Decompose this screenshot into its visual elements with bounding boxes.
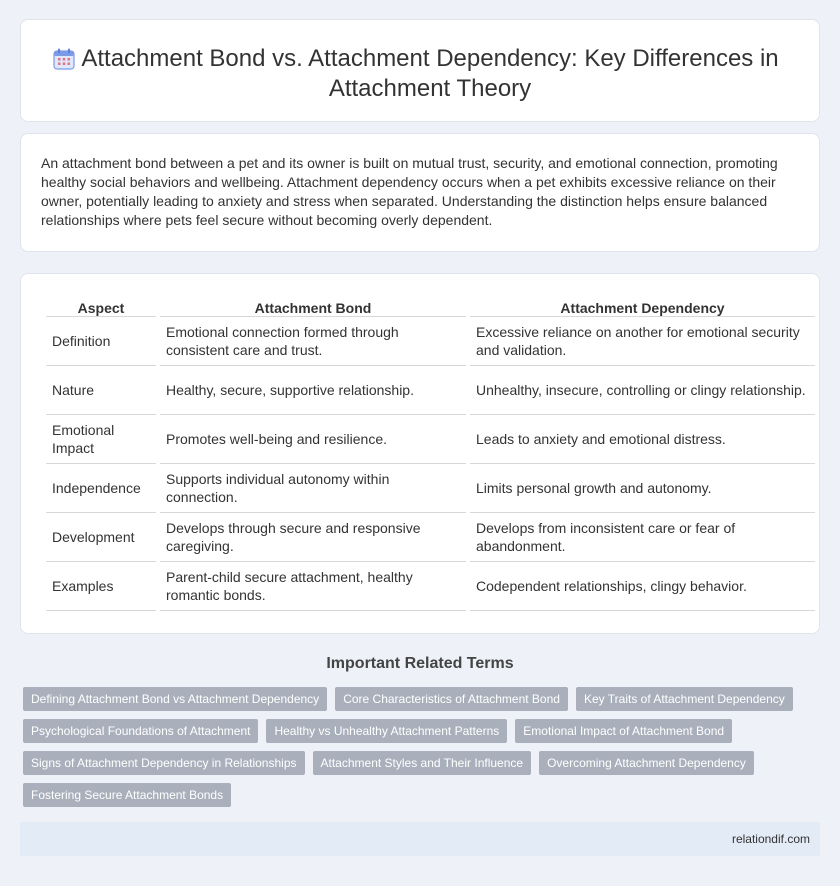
table-row <box>46 415 815 464</box>
related-term-tag[interactable]: Key Traits of Attachment Dependency <box>576 687 793 711</box>
header-attachment-bond: Attachment Bond <box>160 297 466 317</box>
intro-card <box>20 133 820 252</box>
table-row <box>46 366 815 415</box>
page-title: Attachment Bond vs. Attachment Dependency: Key Differences in Attachment Theory <box>81 45 779 102</box>
row-bond: Develops through secure and responsive caregiving. <box>160 513 466 562</box>
row-aspect: Emotional Impact <box>46 415 156 464</box>
table-row <box>46 513 815 562</box>
related-term-tag[interactable]: Psychological Foundations of Attachment <box>23 719 258 743</box>
header-aspect: Aspect <box>46 297 156 317</box>
table-row <box>46 464 815 513</box>
row-bond: Supports individual autonomy within connection. <box>160 464 466 513</box>
row-dependency: Unhealthy, insecure, controlling or clingy relationship. <box>470 366 815 415</box>
row-dependency: Develops from inconsistent care or fear of abandonment. <box>470 513 815 562</box>
header-attachment-dependency: Attachment Dependency <box>470 297 815 317</box>
related-term-tag[interactable]: Emotional Impact of Attachment Bond <box>515 719 732 743</box>
row-aspect: Independence <box>46 464 156 513</box>
row-dependency: Limits personal growth and autonomy. <box>470 464 815 513</box>
row-aspect: Development <box>46 513 156 562</box>
related-term-tag[interactable]: Core Characteristics of Attachment Bond <box>335 687 568 711</box>
row-dependency: Excessive reliance on another for emotional security and validation. <box>470 317 815 366</box>
row-aspect: Nature <box>46 366 156 415</box>
row-aspect: Definition <box>46 317 156 366</box>
row-dependency: Leads to anxiety and emotional distress. <box>470 415 815 464</box>
header-card <box>20 19 820 122</box>
related-term-tag[interactable]: Attachment Styles and Their Influence <box>313 751 532 775</box>
row-bond: Promotes well-being and resilience. <box>160 415 466 464</box>
row-aspect: Examples <box>46 562 156 611</box>
table-row <box>46 317 815 366</box>
related-term-tag[interactable]: Healthy vs Unhealthy Attachment Patterns <box>266 719 507 743</box>
table-header-row <box>46 297 815 317</box>
table-row <box>46 562 815 611</box>
comparison-table <box>42 297 819 611</box>
related-term-tag[interactable]: Defining Attachment Bond vs Attachment Dependency <box>23 687 327 711</box>
row-bond: Healthy, secure, supportive relationship. <box>160 366 466 415</box>
related-terms-heading: Important Related Terms <box>326 655 514 672</box>
row-dependency: Codependent relationships, clingy behavior. <box>470 562 815 611</box>
intro-paragraph: An attachment bond between a pet and its owner is built on mutual trust, security, and emotional connection, promoting healthy social behaviors and wellbeing. Attachment dependency occurs when a pet exhibits excessive reliance on their owner, potentially leading to anxiety and stress when separated. Understanding the distinction helps ensure balanced relationships where pets feel secure without becoming overly dependent. <box>41 155 778 228</box>
footer-bar <box>20 822 820 856</box>
row-bond: Parent-child secure attachment, healthy romantic bonds. <box>160 562 466 611</box>
comparison-table-card <box>20 273 820 634</box>
related-term-tag[interactable]: Signs of Attachment Dependency in Relationships <box>23 751 305 775</box>
related-term-tag[interactable]: Overcoming Attachment Dependency <box>539 751 754 775</box>
related-terms-list <box>23 687 823 807</box>
related-term-tag[interactable]: Fostering Secure Attachment Bonds <box>23 783 231 807</box>
row-bond: Emotional connection formed through consistent care and trust. <box>160 317 466 366</box>
site-name[interactable]: relationdif.com <box>731 832 810 846</box>
